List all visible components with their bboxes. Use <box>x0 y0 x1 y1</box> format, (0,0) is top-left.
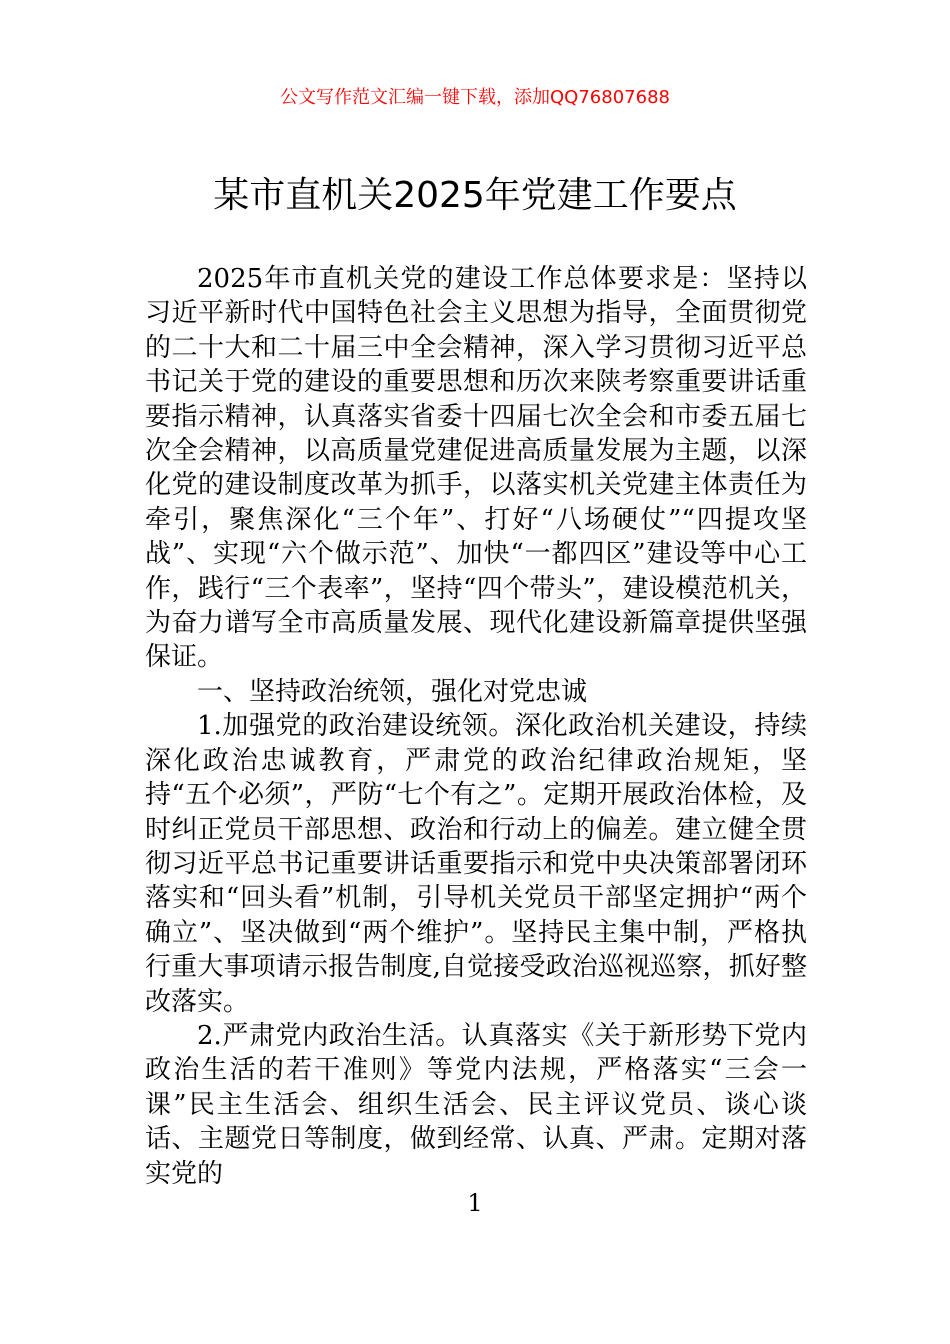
document-title: 某市直机关2025年党建工作要点 <box>213 175 737 216</box>
watermark-text: 公文写作范文汇编一键下载，添加QQ76807688 <box>280 87 670 108</box>
intro-paragraph: 2025年市直机关党的建设工作总体要求是：坚持以习近平新时代中国特色社会主义思想为指导，全面贯彻党的二十大和二十届三中全会精神，深入学习贯彻习近平总书记关于党的建设的重要思想和历次来陕考察重要讲话重要指示精神，认真落实省委十四届七次全会和市委五届七次全会精神，以高质量党建促进高质量发展为主题，以深化党的建设制度改革为抓手，以落实机关党建主体责任为牵引，聚焦深化“三个年”、打好“八场硬仗”“四提攻坚战”、实现“六个做示范”、加快“一都四区”建设等中心工作，践行“三个表率”，坚持“四个带头”，建设模范机关，为奋力谱写全市高质量发展、现代化建设新篇章提供坚强保证。 <box>145 264 807 673</box>
document-body <box>145 262 807 1191</box>
item-paragraph: 2.严肃党内政治生活。认真落实《关于新形势下党内政治生活的若干准则》等党内法规，严格落实“三会一课”民主生活会、组织生活会、民主评议党员、谈心谈话、主题党日等制度，做到经常、认真、严肃。定期对落实党的 <box>145 1020 807 1189</box>
item-paragraph: 1.加强党的政治建设统领。深化政治机关建设，持续深化政治忠诚教育，严肃党的政治纪律政治规矩，坚持“五个必须”，严防“七个有之”。定期开展政治体检，及时纠正党员干部思想、政治和行动上的偏差。建立健全贯彻习近平总书记重要讲话重要指示和党中央决策部署闭环落实和“回头看”机制，引导机关党员干部坚定拥护“两个确立”、坚决做到“两个维护”。坚持民主集中制，严格执行重大事项请示报告制度,自觉接受政治巡视巡察，抓好整改落实。 <box>145 711 807 1017</box>
page-number: 1 <box>467 1189 483 1217</box>
section-heading: 一、坚持政治统领，强化对党忠诚 <box>197 676 588 707</box>
